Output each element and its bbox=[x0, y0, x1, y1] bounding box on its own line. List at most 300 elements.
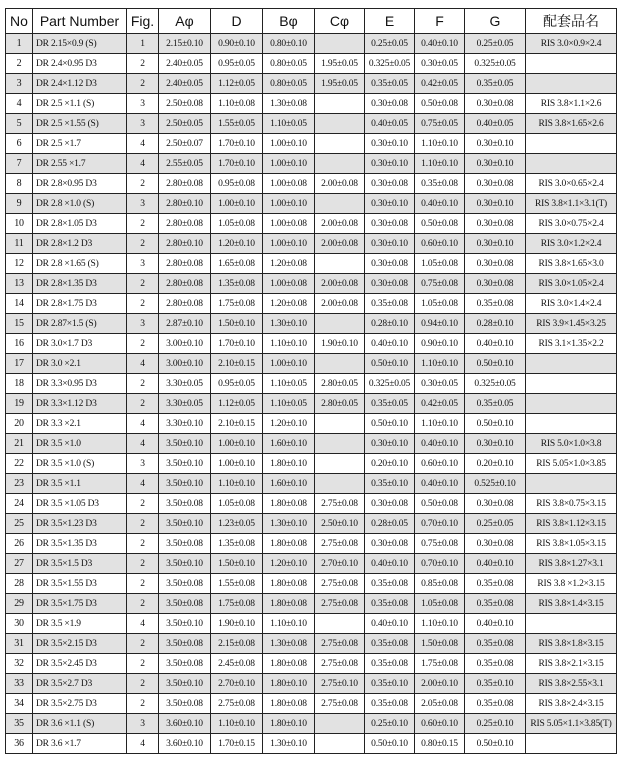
cell-a-phi: 3.50±0.10 bbox=[159, 554, 211, 574]
cell-part-number: DR 3.5×1.5 D3 bbox=[33, 554, 127, 574]
cell-b-phi: 1.20±0.10 bbox=[263, 554, 315, 574]
cell-g: 0.30±0.08 bbox=[465, 534, 526, 554]
cell-g: 0.30±0.10 bbox=[465, 134, 526, 154]
cell-fig: 4 bbox=[127, 134, 159, 154]
cell-g: 0.30±0.08 bbox=[465, 174, 526, 194]
cell-d: 1.55±0.05 bbox=[211, 114, 263, 134]
cell-c-phi: 2.70±0.10 bbox=[315, 554, 365, 574]
cell-g: 0.30±0.08 bbox=[465, 494, 526, 514]
cell-d: 1.00±0.10 bbox=[211, 454, 263, 474]
cell-a-phi: 3.50±0.10 bbox=[159, 474, 211, 494]
cell-part-number: DR 3.5×2.75 D3 bbox=[33, 694, 127, 714]
cell-d: 1.12±0.05 bbox=[211, 394, 263, 414]
cell-part-number: DR 2.8×0.95 D3 bbox=[33, 174, 127, 194]
cell-e: 0.30±0.10 bbox=[365, 194, 415, 214]
cell-fig: 4 bbox=[127, 474, 159, 494]
cell-matching-product bbox=[526, 74, 617, 94]
cell-fig: 2 bbox=[127, 594, 159, 614]
cell-matching-product: RIS 3.8×2.1×3.15 bbox=[526, 654, 617, 674]
cell-g: 0.40±0.10 bbox=[465, 334, 526, 354]
header-no: No bbox=[6, 9, 33, 34]
cell-no: 33 bbox=[6, 674, 33, 694]
cell-fig: 3 bbox=[127, 714, 159, 734]
cell-e: 0.30±0.08 bbox=[365, 94, 415, 114]
cell-a-phi: 3.30±0.05 bbox=[159, 374, 211, 394]
cell-b-phi: 1.60±0.10 bbox=[263, 474, 315, 494]
cell-g: 0.25±0.05 bbox=[465, 34, 526, 54]
cell-a-phi: 2.50±0.05 bbox=[159, 114, 211, 134]
cell-b-phi: 1.80±0.10 bbox=[263, 674, 315, 694]
cell-fig: 2 bbox=[127, 174, 159, 194]
cell-f: 2.00±0.10 bbox=[415, 674, 465, 694]
cell-a-phi: 2.80±0.08 bbox=[159, 294, 211, 314]
cell-matching-product: RIS 3.8×1.65×2.6 bbox=[526, 114, 617, 134]
cell-part-number: DR 2.4×0.95 D3 bbox=[33, 54, 127, 74]
cell-b-phi: 1.00±0.08 bbox=[263, 174, 315, 194]
cell-f: 0.75±0.08 bbox=[415, 534, 465, 554]
cell-f: 0.80±0.15 bbox=[415, 734, 465, 754]
cell-part-number: DR 3.5×2.7 D3 bbox=[33, 674, 127, 694]
cell-no: 17 bbox=[6, 354, 33, 374]
cell-d: 1.05±0.08 bbox=[211, 494, 263, 514]
cell-fig: 1 bbox=[127, 34, 159, 54]
table-row bbox=[6, 694, 617, 714]
cell-e: 0.35±0.10 bbox=[365, 474, 415, 494]
cell-fig: 3 bbox=[127, 454, 159, 474]
cell-part-number: DR 3.0 ×2.1 bbox=[33, 354, 127, 374]
cell-f: 0.70±0.10 bbox=[415, 554, 465, 574]
part-spec-table bbox=[5, 8, 617, 754]
cell-part-number: DR 2.15×0.9 (S) bbox=[33, 34, 127, 54]
cell-c-phi: 2.75±0.08 bbox=[315, 634, 365, 654]
cell-f: 0.30±0.05 bbox=[415, 374, 465, 394]
cell-d: 1.10±0.10 bbox=[211, 714, 263, 734]
cell-matching-product bbox=[526, 154, 617, 174]
cell-f: 1.05±0.08 bbox=[415, 254, 465, 274]
cell-b-phi: 1.00±0.10 bbox=[263, 134, 315, 154]
cell-fig: 4 bbox=[127, 734, 159, 754]
cell-part-number: DR 2.8×1.2 D3 bbox=[33, 234, 127, 254]
cell-d: 0.95±0.05 bbox=[211, 374, 263, 394]
cell-d: 1.20±0.10 bbox=[211, 234, 263, 254]
cell-a-phi: 2.80±0.08 bbox=[159, 214, 211, 234]
cell-c-phi bbox=[315, 114, 365, 134]
cell-d: 2.45±0.08 bbox=[211, 654, 263, 674]
cell-b-phi: 1.80±0.10 bbox=[263, 454, 315, 474]
cell-f: 0.85±0.08 bbox=[415, 574, 465, 594]
cell-f: 0.60±0.10 bbox=[415, 714, 465, 734]
cell-a-phi: 3.30±0.10 bbox=[159, 414, 211, 434]
cell-fig: 3 bbox=[127, 114, 159, 134]
cell-no: 22 bbox=[6, 454, 33, 474]
cell-d: 1.23±0.05 bbox=[211, 514, 263, 534]
cell-no: 10 bbox=[6, 214, 33, 234]
cell-fig: 2 bbox=[127, 214, 159, 234]
cell-e: 0.35±0.08 bbox=[365, 594, 415, 614]
cell-e: 0.50±0.10 bbox=[365, 354, 415, 374]
cell-matching-product: RIS 3.8×1.1×3.1(T) bbox=[526, 194, 617, 214]
table-row bbox=[6, 614, 617, 634]
cell-b-phi: 1.10±0.10 bbox=[263, 614, 315, 634]
cell-part-number: DR 2.5 ×1.55 (S) bbox=[33, 114, 127, 134]
cell-g: 0.35±0.08 bbox=[465, 294, 526, 314]
cell-matching-product: RIS 3.8×1.27×3.1 bbox=[526, 554, 617, 574]
cell-a-phi: 3.50±0.08 bbox=[159, 534, 211, 554]
cell-no: 32 bbox=[6, 654, 33, 674]
cell-f: 0.60±0.10 bbox=[415, 234, 465, 254]
header-matching-product: 配套品名 bbox=[526, 9, 617, 34]
cell-f: 1.10±0.10 bbox=[415, 614, 465, 634]
cell-f: 1.75±0.08 bbox=[415, 654, 465, 674]
cell-e: 0.50±0.10 bbox=[365, 734, 415, 754]
cell-part-number: DR 2.4×1.12 D3 bbox=[33, 74, 127, 94]
cell-no: 19 bbox=[6, 394, 33, 414]
cell-fig: 4 bbox=[127, 614, 159, 634]
cell-matching-product: RIS 3.8×1.1×2.6 bbox=[526, 94, 617, 114]
table-row bbox=[6, 594, 617, 614]
cell-part-number: DR 3.6 ×1.7 bbox=[33, 734, 127, 754]
cell-f: 0.42±0.05 bbox=[415, 394, 465, 414]
cell-b-phi: 1.00±0.10 bbox=[263, 194, 315, 214]
cell-b-phi: 1.30±0.08 bbox=[263, 94, 315, 114]
header-g: G bbox=[465, 9, 526, 34]
cell-no: 29 bbox=[6, 594, 33, 614]
cell-c-phi: 2.75±0.08 bbox=[315, 534, 365, 554]
header-b-phi: Bφ bbox=[263, 9, 315, 34]
cell-d: 1.70±0.15 bbox=[211, 734, 263, 754]
cell-e: 0.30±0.10 bbox=[365, 434, 415, 454]
cell-d: 1.35±0.08 bbox=[211, 274, 263, 294]
cell-d: 1.55±0.08 bbox=[211, 574, 263, 594]
cell-e: 0.35±0.10 bbox=[365, 674, 415, 694]
cell-fig: 2 bbox=[127, 574, 159, 594]
cell-b-phi: 1.80±0.08 bbox=[263, 494, 315, 514]
cell-matching-product bbox=[526, 54, 617, 74]
cell-a-phi: 2.55±0.05 bbox=[159, 154, 211, 174]
cell-g: 0.30±0.10 bbox=[465, 234, 526, 254]
cell-d: 1.00±0.10 bbox=[211, 194, 263, 214]
cell-matching-product bbox=[526, 414, 617, 434]
cell-a-phi: 2.40±0.05 bbox=[159, 54, 211, 74]
cell-e: 0.30±0.08 bbox=[365, 174, 415, 194]
cell-matching-product: RIS 3.8×1.05×3.15 bbox=[526, 534, 617, 554]
cell-e: 0.30±0.10 bbox=[365, 234, 415, 254]
cell-matching-product: RIS 3.0×0.65×2.4 bbox=[526, 174, 617, 194]
cell-g: 0.50±0.10 bbox=[465, 734, 526, 754]
cell-part-number: DR 2.55 ×1.7 bbox=[33, 154, 127, 174]
table-row bbox=[6, 354, 617, 374]
cell-d: 1.50±0.10 bbox=[211, 554, 263, 574]
cell-d: 1.75±0.08 bbox=[211, 594, 263, 614]
cell-part-number: DR 2.87×1.5 (S) bbox=[33, 314, 127, 334]
table-row bbox=[6, 194, 617, 214]
cell-matching-product: RIS 3.8×1.4×3.15 bbox=[526, 594, 617, 614]
cell-f: 0.35±0.08 bbox=[415, 174, 465, 194]
cell-no: 18 bbox=[6, 374, 33, 394]
cell-e: 0.50±0.10 bbox=[365, 414, 415, 434]
cell-c-phi bbox=[315, 614, 365, 634]
cell-e: 0.30±0.08 bbox=[365, 534, 415, 554]
cell-part-number: DR 2.8 ×1.65 (S) bbox=[33, 254, 127, 274]
cell-g: 0.35±0.05 bbox=[465, 74, 526, 94]
cell-matching-product: RIS 3.0×0.75×2.4 bbox=[526, 214, 617, 234]
cell-a-phi: 3.50±0.10 bbox=[159, 514, 211, 534]
cell-c-phi: 1.95±0.05 bbox=[315, 74, 365, 94]
cell-matching-product: RIS 3.1×1.35×2.2 bbox=[526, 334, 617, 354]
header-fig: Fig. bbox=[127, 9, 159, 34]
table-row bbox=[6, 214, 617, 234]
cell-b-phi: 1.00±0.08 bbox=[263, 214, 315, 234]
table-row bbox=[6, 134, 617, 154]
cell-b-phi: 1.20±0.08 bbox=[263, 254, 315, 274]
cell-b-phi: 1.80±0.08 bbox=[263, 654, 315, 674]
cell-a-phi: 3.50±0.10 bbox=[159, 434, 211, 454]
cell-no: 27 bbox=[6, 554, 33, 574]
cell-fig: 2 bbox=[127, 294, 159, 314]
cell-g: 0.325±0.05 bbox=[465, 54, 526, 74]
cell-part-number: DR 2.8×1.35 D3 bbox=[33, 274, 127, 294]
cell-matching-product bbox=[526, 474, 617, 494]
cell-b-phi: 1.10±0.10 bbox=[263, 334, 315, 354]
cell-g: 0.40±0.10 bbox=[465, 554, 526, 574]
cell-e: 0.40±0.10 bbox=[365, 554, 415, 574]
cell-matching-product: RIS 3.0×1.05×2.4 bbox=[526, 274, 617, 294]
cell-fig: 3 bbox=[127, 194, 159, 214]
cell-no: 11 bbox=[6, 234, 33, 254]
cell-a-phi: 3.00±0.10 bbox=[159, 354, 211, 374]
cell-f: 0.50±0.08 bbox=[415, 94, 465, 114]
cell-matching-product: RIS 3.0×1.2×2.4 bbox=[526, 234, 617, 254]
cell-g: 0.30±0.08 bbox=[465, 254, 526, 274]
cell-f: 0.50±0.08 bbox=[415, 214, 465, 234]
cell-no: 16 bbox=[6, 334, 33, 354]
cell-a-phi: 2.80±0.10 bbox=[159, 234, 211, 254]
cell-b-phi: 0.80±0.10 bbox=[263, 34, 315, 54]
cell-no: 9 bbox=[6, 194, 33, 214]
table-row bbox=[6, 114, 617, 134]
cell-g: 0.40±0.10 bbox=[465, 614, 526, 634]
cell-no: 14 bbox=[6, 294, 33, 314]
table-row bbox=[6, 234, 617, 254]
cell-f: 0.60±0.10 bbox=[415, 454, 465, 474]
cell-d: 1.75±0.08 bbox=[211, 294, 263, 314]
cell-d: 0.95±0.08 bbox=[211, 174, 263, 194]
cell-matching-product: RIS 3.8×1.8×3.15 bbox=[526, 634, 617, 654]
cell-e: 0.35±0.08 bbox=[365, 294, 415, 314]
cell-b-phi: 1.80±0.10 bbox=[263, 714, 315, 734]
cell-no: 35 bbox=[6, 714, 33, 734]
cell-c-phi bbox=[315, 154, 365, 174]
cell-a-phi: 2.50±0.08 bbox=[159, 94, 211, 114]
cell-c-phi: 2.00±0.08 bbox=[315, 234, 365, 254]
cell-matching-product: RIS 3.8×2.55×3.1 bbox=[526, 674, 617, 694]
cell-fig: 2 bbox=[127, 74, 159, 94]
table-row bbox=[6, 474, 617, 494]
table-row bbox=[6, 654, 617, 674]
table-row bbox=[6, 74, 617, 94]
cell-d: 2.75±0.08 bbox=[211, 694, 263, 714]
cell-no: 15 bbox=[6, 314, 33, 334]
cell-d: 1.70±0.10 bbox=[211, 134, 263, 154]
cell-d: 1.90±0.10 bbox=[211, 614, 263, 634]
cell-part-number: DR 3.5×2.45 D3 bbox=[33, 654, 127, 674]
cell-d: 2.70±0.10 bbox=[211, 674, 263, 694]
cell-part-number: DR 3.5 ×1.0 bbox=[33, 434, 127, 454]
cell-b-phi: 1.00±0.08 bbox=[263, 274, 315, 294]
cell-e: 0.325±0.05 bbox=[365, 374, 415, 394]
cell-f: 2.05±0.08 bbox=[415, 694, 465, 714]
cell-e: 0.25±0.05 bbox=[365, 34, 415, 54]
cell-f: 0.90±0.10 bbox=[415, 334, 465, 354]
cell-part-number: DR 2.8 ×1.0 (S) bbox=[33, 194, 127, 214]
cell-g: 0.30±0.08 bbox=[465, 94, 526, 114]
cell-f: 1.05±0.08 bbox=[415, 294, 465, 314]
cell-d: 1.12±0.05 bbox=[211, 74, 263, 94]
cell-a-phi: 2.80±0.08 bbox=[159, 254, 211, 274]
cell-f: 1.05±0.08 bbox=[415, 594, 465, 614]
cell-c-phi bbox=[315, 734, 365, 754]
cell-f: 0.50±0.08 bbox=[415, 494, 465, 514]
cell-part-number: DR 3.5×1.55 D3 bbox=[33, 574, 127, 594]
cell-c-phi bbox=[315, 354, 365, 374]
cell-fig: 2 bbox=[127, 494, 159, 514]
cell-d: 2.10±0.15 bbox=[211, 414, 263, 434]
header-c-phi: Cφ bbox=[315, 9, 365, 34]
cell-a-phi: 2.40±0.05 bbox=[159, 74, 211, 94]
cell-g: 0.25±0.10 bbox=[465, 714, 526, 734]
cell-fig: 2 bbox=[127, 334, 159, 354]
header-f: F bbox=[415, 9, 465, 34]
cell-matching-product: RIS 3.0×1.4×2.4 bbox=[526, 294, 617, 314]
cell-no: 4 bbox=[6, 94, 33, 114]
cell-part-number: DR 3.5×1.23 D3 bbox=[33, 514, 127, 534]
cell-c-phi bbox=[315, 134, 365, 154]
cell-matching-product: RIS 3.8×1.65×3.0 bbox=[526, 254, 617, 274]
cell-c-phi: 2.00±0.08 bbox=[315, 294, 365, 314]
cell-no: 6 bbox=[6, 134, 33, 154]
cell-matching-product bbox=[526, 614, 617, 634]
cell-no: 30 bbox=[6, 614, 33, 634]
table-row bbox=[6, 434, 617, 454]
cell-part-number: DR 2.8×1.75 D3 bbox=[33, 294, 127, 314]
cell-f: 0.94±0.10 bbox=[415, 314, 465, 334]
cell-part-number: DR 3.6 ×1.1 (S) bbox=[33, 714, 127, 734]
cell-matching-product: RIS 3.8 ×1.2×3.15 bbox=[526, 574, 617, 594]
cell-e: 0.325±0.05 bbox=[365, 54, 415, 74]
cell-fig: 2 bbox=[127, 514, 159, 534]
cell-f: 1.10±0.10 bbox=[415, 134, 465, 154]
cell-f: 0.40±0.10 bbox=[415, 474, 465, 494]
cell-b-phi: 1.00±0.10 bbox=[263, 234, 315, 254]
cell-e: 0.30±0.10 bbox=[365, 154, 415, 174]
cell-b-phi: 0.80±0.05 bbox=[263, 74, 315, 94]
cell-c-phi bbox=[315, 474, 365, 494]
cell-b-phi: 1.10±0.05 bbox=[263, 374, 315, 394]
table-row bbox=[6, 674, 617, 694]
cell-c-phi: 2.75±0.08 bbox=[315, 654, 365, 674]
cell-f: 1.50±0.08 bbox=[415, 634, 465, 654]
header-a-phi: Aφ bbox=[159, 9, 211, 34]
cell-c-phi: 2.50±0.10 bbox=[315, 514, 365, 534]
header-row bbox=[6, 9, 617, 34]
table-row bbox=[6, 374, 617, 394]
cell-fig: 4 bbox=[127, 154, 159, 174]
cell-no: 25 bbox=[6, 514, 33, 534]
cell-b-phi: 1.10±0.05 bbox=[263, 114, 315, 134]
cell-e: 0.35±0.05 bbox=[365, 394, 415, 414]
cell-e: 0.35±0.05 bbox=[365, 74, 415, 94]
cell-part-number: DR 3.5 ×1.0 (S) bbox=[33, 454, 127, 474]
cell-a-phi: 3.50±0.10 bbox=[159, 674, 211, 694]
cell-a-phi: 3.00±0.10 bbox=[159, 334, 211, 354]
cell-g: 0.40±0.05 bbox=[465, 114, 526, 134]
cell-c-phi: 2.00±0.08 bbox=[315, 214, 365, 234]
cell-a-phi: 2.50±0.07 bbox=[159, 134, 211, 154]
cell-no: 23 bbox=[6, 474, 33, 494]
cell-d: 0.90±0.10 bbox=[211, 34, 263, 54]
cell-c-phi: 2.75±0.08 bbox=[315, 594, 365, 614]
cell-b-phi: 1.80±0.08 bbox=[263, 694, 315, 714]
cell-fig: 4 bbox=[127, 434, 159, 454]
table-row bbox=[6, 314, 617, 334]
cell-matching-product: RIS 3.8×0.75×3.15 bbox=[526, 494, 617, 514]
cell-d: 1.10±0.10 bbox=[211, 474, 263, 494]
cell-part-number: DR 3.5×2.15 D3 bbox=[33, 634, 127, 654]
table-row bbox=[6, 334, 617, 354]
cell-a-phi: 3.50±0.10 bbox=[159, 454, 211, 474]
table-row bbox=[6, 454, 617, 474]
cell-no: 1 bbox=[6, 34, 33, 54]
table-row bbox=[6, 634, 617, 654]
cell-fig: 2 bbox=[127, 554, 159, 574]
cell-e: 0.40±0.10 bbox=[365, 334, 415, 354]
cell-b-phi: 1.80±0.08 bbox=[263, 574, 315, 594]
cell-a-phi: 3.30±0.05 bbox=[159, 394, 211, 414]
cell-b-phi: 1.20±0.08 bbox=[263, 294, 315, 314]
table-row bbox=[6, 734, 617, 754]
cell-b-phi: 1.00±0.10 bbox=[263, 354, 315, 374]
cell-c-phi: 1.95±0.05 bbox=[315, 54, 365, 74]
cell-part-number: DR 2.5 ×1.7 bbox=[33, 134, 127, 154]
cell-f: 0.40±0.10 bbox=[415, 34, 465, 54]
cell-d: 1.50±0.10 bbox=[211, 314, 263, 334]
cell-c-phi: 2.00±0.08 bbox=[315, 174, 365, 194]
cell-a-phi: 3.50±0.08 bbox=[159, 634, 211, 654]
cell-g: 0.35±0.05 bbox=[465, 394, 526, 414]
cell-a-phi: 2.80±0.10 bbox=[159, 194, 211, 214]
table-row bbox=[6, 534, 617, 554]
cell-part-number: DR 3.5 ×1.05 D3 bbox=[33, 494, 127, 514]
table-row bbox=[6, 554, 617, 574]
table-row bbox=[6, 254, 617, 274]
cell-e: 0.30±0.08 bbox=[365, 494, 415, 514]
cell-c-phi: 2.00±0.08 bbox=[315, 274, 365, 294]
cell-f: 0.42±0.05 bbox=[415, 74, 465, 94]
cell-matching-product bbox=[526, 734, 617, 754]
cell-e: 0.30±0.08 bbox=[365, 214, 415, 234]
cell-no: 12 bbox=[6, 254, 33, 274]
cell-no: 31 bbox=[6, 634, 33, 654]
cell-no: 20 bbox=[6, 414, 33, 434]
cell-b-phi: 1.30±0.08 bbox=[263, 634, 315, 654]
cell-a-phi: 3.50±0.08 bbox=[159, 594, 211, 614]
cell-a-phi: 2.15±0.10 bbox=[159, 34, 211, 54]
cell-f: 1.10±0.10 bbox=[415, 154, 465, 174]
cell-matching-product: RIS 3.9×1.45×3.25 bbox=[526, 314, 617, 334]
cell-b-phi: 1.80±0.08 bbox=[263, 534, 315, 554]
cell-c-phi bbox=[315, 254, 365, 274]
cell-e: 0.35±0.08 bbox=[365, 634, 415, 654]
